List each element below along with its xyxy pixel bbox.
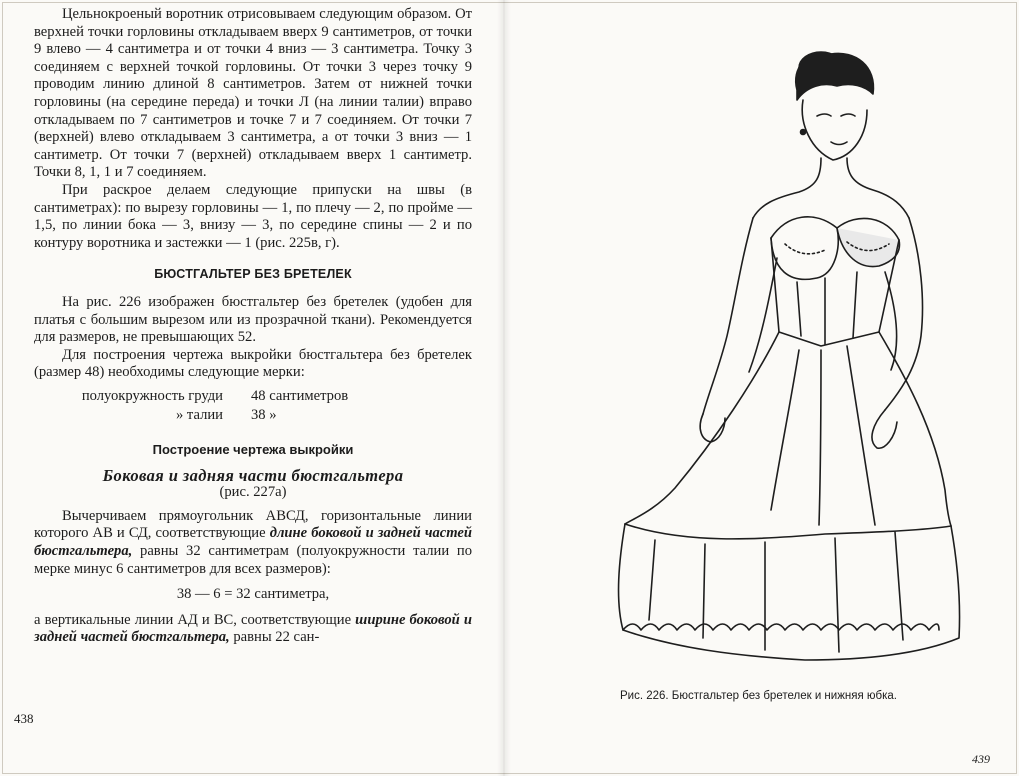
text-run: Вычерчиваем прямоугольник АВСД, горизонтальные линии которого АВ и СД, соответствующие [34,507,472,542]
text-run: а вертикальные линии АД и ВС, соответствующие [34,611,356,628]
measurement-value: 48 сантиметров [251,387,349,404]
measurement-row [73,388,433,408]
paragraph-intro: На рис. 226 изображен бюстгальтер без бретелек (удобен для платья с большим вырезом или из прозрачной ткани). Рекомендуется для размеров, не превышающих 52. [34,293,472,346]
text-run: равны 22 сан- [229,629,320,646]
measurement-name: полуокружность груди [81,387,223,404]
formula: 38 — 6 = 32 сантиметра, [176,586,330,603]
emphasis-width: ширине боковой и задней частей бюстгальтера, [34,611,472,646]
left-page-text [34,6,472,647]
page-number-right: 439 [972,752,990,766]
section-heading-strapless-bra: БЮСТГАЛЬТЕР БЕЗ БРЕТЕЛЕК [154,267,352,282]
figure-reference: (рис. 227а) [219,484,287,501]
paragraph-collar: Цельнокроеный воротник отрисовываем следующим образом. От верхней точки горловины откладываем вверх 9 сантиметров, от точки 9 влево — 4 сантиметра и от точки 4 вниз — 3 сантиметра. Точку 3 соединяем с верхней точкой горловины. От точки 3 через точку 9 проводим линию длиной 8 сантиметров. Затем от нижней точки горловины (на середине переда) и точки Л (на линии талии) вправо откладываем по 7 сантиметров и точке 7 и 7 соединяем. От точки 7 (верхней) влево откладываем 3 сантиметра, а от точки 3 вниз — 1 сантиметр. От точки 7 (верхней) откладываем вверх 1 сантиметр. Точки 8, 1, 1 и 7 соединяем. [34,6,472,181]
text-run: равны 32 сантиметрам (полуокружности талии по мерке минус 6 сантиметров для всех размеров): [34,543,472,577]
section-heading-construction: Построение чертежа выкройки [152,442,354,458]
figure-caption: Рис. 226. Бюстгальтер без бретелек и нижняя юбка. [620,690,897,702]
paragraph-verticals [34,612,472,647]
measurements-table [73,388,433,427]
measurement-value: 38 » [251,407,277,424]
measurement-name: » талии [175,407,223,424]
illustration-woman-strapless-bra-petticoat [585,20,965,685]
page-number-left: 438 [14,711,34,726]
measurement-row [73,407,433,427]
paragraph-measurements-intro: Для построения чертежа выкройки бюстгальтера без бретелек (размер 48) необходимы следующие мерки: [34,346,472,381]
paragraph-seam-allowances: При раскрое делаем следующие припуски на швы (в сантиметрах): по вырезу горловины — 1, по плечу — 2, по пройме — 1,5, по линии бока — 3, внизу — 3, по середине спины — 2 и по контуру воротника и застежки — 1 (рис. 225в, г). [34,181,472,251]
book-gutter [497,0,511,776]
subsection-heading-side-back: Боковая и задняя части бюстгальтера [102,465,404,485]
emphasis-length: длине боковой и задней частей бюстгальтера, [34,525,473,560]
paragraph-rectangle [34,508,472,578]
